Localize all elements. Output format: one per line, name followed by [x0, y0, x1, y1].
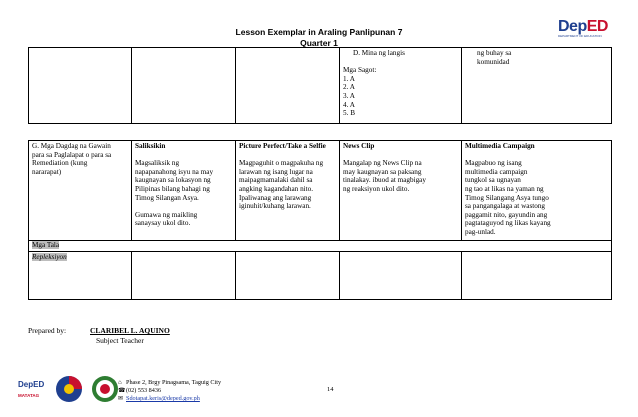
activity-line: ng reaksiyon ukol dito.: [343, 184, 410, 193]
teacher-name: CLARIBEL L. AQUINO: [90, 326, 170, 335]
notes-row: [29, 241, 612, 252]
phone-text: (02) 553 8436: [126, 387, 162, 394]
phone-row: [118, 387, 221, 395]
answer-1: 1. A: [343, 74, 355, 83]
activity-line: Mangalap ng News Clip na: [343, 159, 422, 168]
activity-line: multimedia campaign: [465, 167, 528, 176]
footer-matatag-logo: MATATAG: [18, 393, 40, 398]
reflection-cell-1: [132, 252, 236, 300]
cell-community: [462, 48, 612, 124]
activity-line: Timog Silangan Asya.: [135, 193, 199, 202]
cell-empty-1: [29, 48, 132, 124]
reflection-cell-3: [340, 252, 462, 300]
activity-line: ng tao at likas na yaman ng: [465, 184, 544, 193]
activities-table: [28, 140, 612, 300]
activity-line: tinalakay. ibuod at magbigay: [343, 176, 426, 185]
activity-line: iginuhit/kuhang larawan.: [239, 202, 311, 211]
community-line-1: ng buhay sa: [477, 49, 512, 57]
row-label-additional-activities: [29, 141, 132, 241]
row-label-line: G. Mga Dagdag na Gawain: [32, 142, 111, 150]
activity-line: Pilipinas bilang bahagi ng: [135, 184, 210, 193]
address-row: [118, 379, 221, 387]
activity-line: paggamit nito, gayundin ang: [465, 210, 548, 219]
activity-title: News Clip: [343, 142, 375, 150]
activity-title: Multimedia Campaign: [465, 142, 535, 150]
logo-dep-text: Dep: [558, 18, 587, 35]
document-quarter: Quarter 1: [300, 38, 338, 48]
activity-line: Magsaliksik ng: [135, 159, 180, 168]
activity-line: Ipaliwanag ang larawang: [239, 193, 312, 202]
activity-line: Timog Silangang Asya tungo: [465, 193, 549, 202]
activity-title: Picture Perfect/Take a Selfie: [239, 142, 326, 150]
answers-label: Mga Sagot:: [343, 66, 377, 75]
activity-picture-perfect: [236, 141, 340, 241]
answer-4: 4. A: [343, 100, 355, 109]
row-label-line: nararapat): [32, 167, 62, 176]
reflection-label: Repleksiyon: [32, 253, 67, 261]
activity-line: Magpabuo ng isang: [465, 159, 522, 168]
activity-multimedia-campaign: [462, 141, 612, 241]
bagong-pilipinas-logo: [54, 374, 84, 404]
activity-line: pag-unlad.: [465, 227, 496, 236]
reflection-label-cell: [29, 252, 132, 300]
email-link[interactable]: Sdotapat.keris@deped.gov.ph: [126, 395, 200, 402]
community-line-2: komunidad: [477, 57, 510, 66]
activity-line: larawan ng isang lugar na: [239, 167, 313, 176]
email-row: [118, 395, 221, 403]
logo-ed-text: ED: [586, 18, 608, 35]
address-text: Phase 2, Brgy Pinagsama, Taguig City: [126, 379, 222, 386]
activity-line: sanaysay ukol dito.: [135, 219, 191, 228]
answer-option-d: D. Mina ng langis: [353, 49, 405, 57]
activity-line: tungkol sa ugnayan: [465, 176, 521, 185]
activity-line: Magpaguhit o magpakuha ng: [239, 159, 324, 168]
prepared-by-block: [28, 326, 170, 345]
home-icon: ⌂: [118, 379, 122, 386]
document-header: [0, 27, 638, 49]
notes-label: Mga Tala: [32, 241, 60, 249]
activity-line: pagtataguyod ng likas kayang: [465, 219, 551, 228]
answer-3: 3. A: [343, 91, 355, 100]
cell-empty-3: [236, 48, 340, 124]
row-label-line: Remediation (kung: [32, 159, 88, 168]
activity-line: sa pangangalaga at wastong: [465, 202, 546, 211]
phone-icon: ☎: [118, 387, 126, 394]
page-number: 14: [327, 386, 334, 393]
activity-saliksikin: [132, 141, 236, 241]
activity-line: angking kagandahan nito.: [239, 184, 314, 193]
deped-logo: [558, 18, 620, 46]
answer-2: 2. A: [343, 83, 355, 92]
cell-answers: [340, 48, 462, 124]
continuation-table: [28, 47, 612, 124]
division-seal-logo: [90, 374, 120, 404]
row-label-line: para sa Paglalapat o para sa: [32, 150, 112, 159]
answer-line: [343, 58, 458, 67]
activity-news-clip: [340, 141, 462, 241]
reflection-cell-2: [236, 252, 340, 300]
answer-5: 5. B: [343, 109, 355, 118]
activity-title: Saliksikin: [135, 142, 166, 150]
document-title: Lesson Exemplar in Araling Panlipunan 7: [235, 27, 403, 37]
teacher-role: Subject Teacher: [96, 336, 144, 345]
cell-empty-2: [132, 48, 236, 124]
activity-line: napapanahong isyu na may: [135, 167, 214, 176]
mail-icon: ✉: [118, 395, 124, 402]
prepared-label: Prepared by:: [28, 326, 67, 335]
activity-line: Gumawa ng maikling: [135, 210, 198, 219]
footer-deped-logo: DepED: [18, 380, 45, 389]
logo-subtitle: DEPARTMENT OF EDUCATION: [558, 34, 602, 38]
activity-line: maipagmamalaki dahil sa: [239, 176, 313, 185]
reflection-cell-4: [462, 252, 612, 300]
footer-contact: [118, 379, 221, 403]
activity-line: kaugnayan sa lokasyon ng: [135, 176, 211, 185]
activity-line: may kaugnayan sa paksang: [343, 167, 422, 176]
